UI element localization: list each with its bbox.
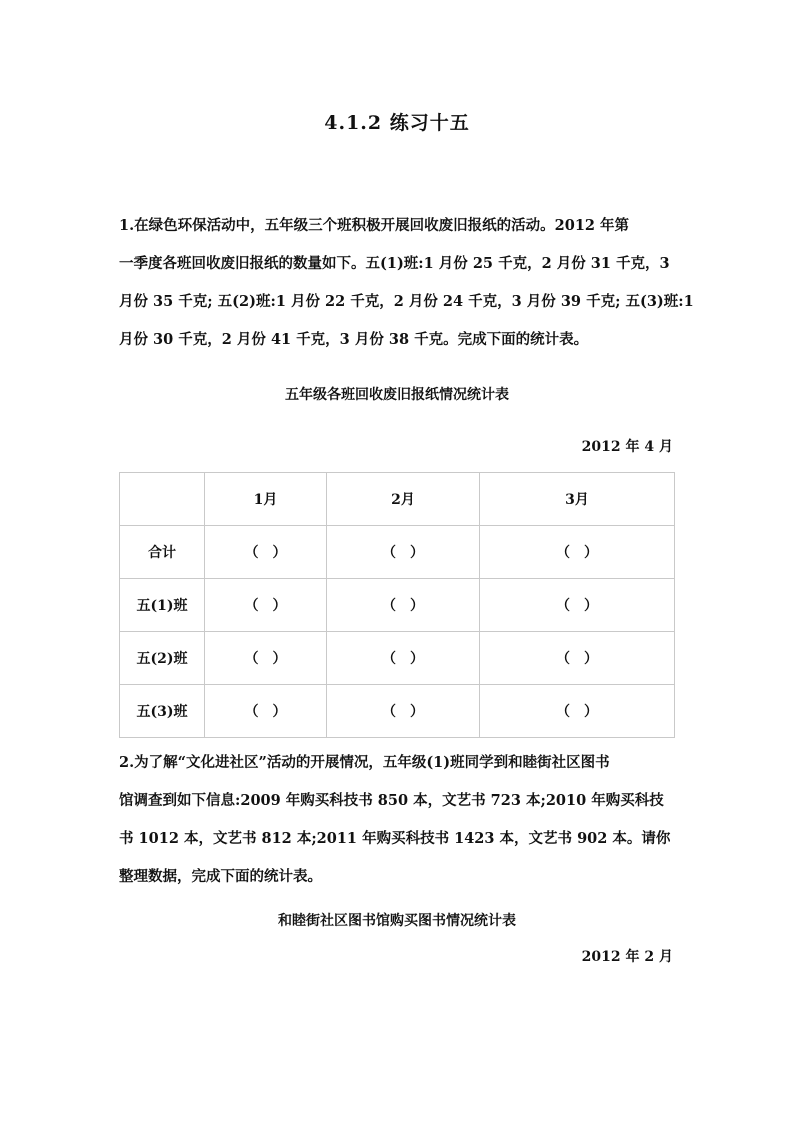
answer-blank[interactable]: （ ） xyxy=(205,526,327,579)
question-1-text xyxy=(119,207,694,359)
answer-blank[interactable]: （ ） xyxy=(327,579,480,632)
question-1-line: 月份 30 千克，2 月份 41 千克，3 月份 38 千克。完成下面的统计表。 xyxy=(119,331,589,348)
question-2-line: 整理数据，完成下面的统计表。 xyxy=(119,868,322,885)
page-title: 4.1.2 练习十五 xyxy=(324,112,470,134)
answer-blank[interactable]: （ ） xyxy=(480,526,675,579)
answer-blank[interactable]: （ ） xyxy=(205,632,327,685)
column-header: 3月 xyxy=(480,473,675,526)
answer-blank[interactable]: （ ） xyxy=(205,579,327,632)
question-2-line: 书 1012 本，文艺书 812 本;2011 年购买科技书 1423 本，文艺书 902 本。请你 xyxy=(119,830,671,847)
answer-blank[interactable]: （ ） xyxy=(480,579,675,632)
question-1-line: 1.在绿色环保活动中，五年级三个班积极开展回收废旧报纸的活动。2012 年第 xyxy=(119,217,630,234)
stats-table-1 xyxy=(119,472,675,738)
column-header: 2月 xyxy=(327,473,480,526)
table-row xyxy=(120,526,675,579)
answer-blank[interactable]: （ ） xyxy=(327,526,480,579)
question-1-line: 一季度各班回收废旧报纸的数量如下。五(1)班:1 月份 25 千克，2 月份 31 千克，3 xyxy=(119,255,670,272)
table-header-row xyxy=(120,473,675,526)
table-corner-cell xyxy=(120,473,205,526)
table-row xyxy=(120,685,675,738)
table-1-date: 2012 年 4 月 xyxy=(581,439,673,455)
row-label: 五(1)班 xyxy=(120,579,205,632)
table-row xyxy=(120,579,675,632)
answer-blank[interactable]: （ ） xyxy=(327,632,480,685)
row-label: 五(3)班 xyxy=(120,685,205,738)
answer-blank[interactable]: （ ） xyxy=(205,685,327,738)
question-1-line: 月份 35 千克; 五(2)班:1 月份 22 千克，2 月份 24 千克，3 月份 39 千克; 五(3)班:1 xyxy=(119,293,694,310)
table-row xyxy=(120,632,675,685)
table-2-title: 和睦街社区图书馆购买图书情况统计表 xyxy=(278,913,516,929)
row-label: 合计 xyxy=(120,526,205,579)
answer-blank[interactable]: （ ） xyxy=(480,685,675,738)
row-label: 五(2)班 xyxy=(120,632,205,685)
answer-blank[interactable]: （ ） xyxy=(480,632,675,685)
answer-blank[interactable]: （ ） xyxy=(327,685,480,738)
question-2-line: 馆调查到如下信息:2009 年购买科技书 850 本，文艺书 723 本;2010 年购买科技 xyxy=(119,792,664,809)
table-2-date: 2012 年 2 月 xyxy=(581,949,673,965)
question-2-line: 2.为了解“文化进社区”活动的开展情况，五年级(1)班同学到和睦街社区图书 xyxy=(119,754,610,771)
question-2-text xyxy=(119,744,679,896)
table-1-title: 五年级各班回收废旧报纸情况统计表 xyxy=(285,387,509,403)
column-header: 1月 xyxy=(205,473,327,526)
